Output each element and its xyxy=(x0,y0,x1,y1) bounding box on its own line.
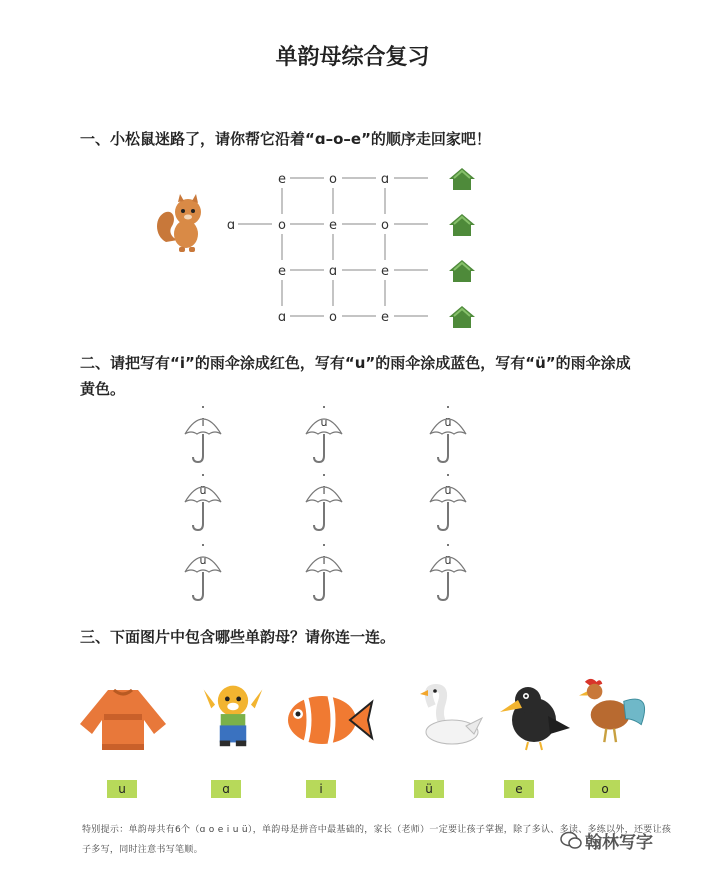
maze-node: e xyxy=(329,218,337,233)
house-icon xyxy=(448,212,476,238)
umbrella-icon xyxy=(428,472,468,534)
maze-node: ɑ xyxy=(380,172,390,187)
question-2: 二、请把写有“i”的雨伞涂成红色，写有“u”的雨伞涂成蓝色，写有“ü”的雨伞涂成黄色。 xyxy=(80,354,631,398)
question-3: 三、下面图片中包含哪些单韵母？请你连一连。 xyxy=(80,628,396,646)
umbrella-label: u xyxy=(320,416,328,429)
goose-icon xyxy=(402,682,492,752)
crow-icon xyxy=(488,682,578,752)
umbrella-icon xyxy=(183,472,223,534)
letter-tag: ü xyxy=(414,780,444,798)
letter-tag: u xyxy=(107,780,137,798)
maze xyxy=(220,162,480,332)
maze-node: o xyxy=(329,310,337,325)
umbrella-label: i xyxy=(322,484,326,497)
umbrella-icon xyxy=(428,542,468,604)
umbrella-icon xyxy=(304,472,344,534)
maze-node: e xyxy=(381,310,389,325)
page-title: 单韵母综合复习 xyxy=(275,45,430,70)
maze-node: o xyxy=(381,218,389,233)
house-icon xyxy=(448,304,476,330)
maze-node: e xyxy=(381,264,389,279)
house-icon xyxy=(448,258,476,284)
umbrella-icon xyxy=(304,542,344,604)
rooster-icon xyxy=(570,676,660,746)
squirrel-icon xyxy=(152,192,210,254)
letter-tag: o xyxy=(590,780,620,798)
umbrella-icon xyxy=(183,542,223,604)
maze-node: e xyxy=(278,172,286,187)
sweater-icon xyxy=(78,684,168,754)
letter-tag: i xyxy=(306,780,336,798)
maze-node: ɑ xyxy=(328,264,338,279)
umbrella-icon xyxy=(428,404,468,466)
maze-node: ɑ xyxy=(277,310,287,325)
umbrella-label: u xyxy=(199,554,207,567)
tiger-icon xyxy=(188,680,278,750)
maze-node: e xyxy=(278,264,286,279)
maze-node: o xyxy=(329,172,337,187)
fish-icon xyxy=(284,684,374,754)
house-icon xyxy=(448,166,476,192)
wechat-icon xyxy=(560,831,582,851)
question-1: 一、小松鼠迷路了，请你帮它沿着“ɑ–o–e”的顺序走回家吧！ xyxy=(80,130,491,148)
letter-tag: e xyxy=(504,780,534,798)
umbrella-label: ü xyxy=(444,554,452,567)
umbrella-label: i xyxy=(201,416,205,429)
letter-tag: ɑ xyxy=(211,780,241,798)
umbrella-icon xyxy=(183,404,223,466)
umbrella-label: i xyxy=(322,554,326,567)
footnote: 特别提示：单韵母共有6个（ɑ o e i u ü），单韵母是拼音中最基础的，家长（老师）一定要让孩子掌握，除了多认、多读、多练以外，还要让孩子多写，同时注意书写笔顺。 xyxy=(82,825,672,855)
umbrella-icon xyxy=(304,404,344,466)
umbrella-label: ü xyxy=(444,484,452,497)
maze-node: o xyxy=(278,218,286,233)
umbrella-label: ü xyxy=(199,484,207,497)
watermark: 翰林写字 xyxy=(585,833,653,853)
maze-start: ɑ xyxy=(226,218,236,233)
umbrella-label: ü xyxy=(444,416,452,429)
